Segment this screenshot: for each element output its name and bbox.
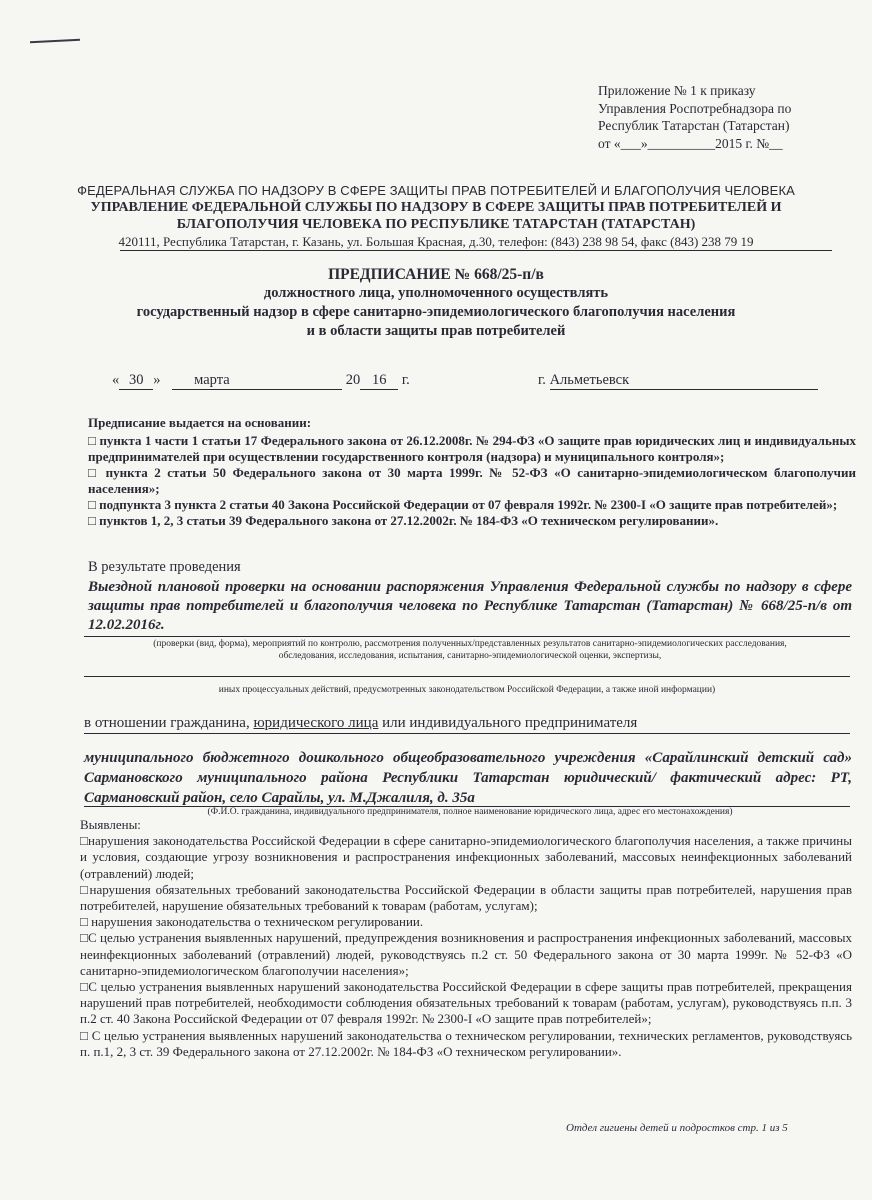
ground-item: □ пунктов 1, 2, 3 статьи 39 Федерального закона от 27.12.2002г. № 184-ФЗ «О техническом регулировании».	[88, 513, 719, 528]
department-line-1: УПРАВЛЕНИЕ ФЕДЕРАЛЬНОЙ СЛУЖБЫ ПО НАДЗОРУ В СФЕРЕ ЗАЩИТЫ ПРАВ ПОТРЕБИТЕЛЕЙ И	[90, 200, 782, 215]
ground-item: □ подпункта 3 пункта 2 статьи 40 Закона Российской Федерации от 07 февраля 1992г. № 2300-I «О защите прав потребителей»;	[88, 497, 838, 512]
date-year: 16	[360, 372, 398, 390]
year-prefix: 20	[345, 372, 361, 388]
findings-heading: Выявлены:	[80, 817, 141, 832]
year-unit: г.	[401, 372, 410, 388]
finding-item: □ нарушения законодательства о техническом регулировании.	[80, 914, 424, 930]
grounds-heading: Предписание выдается на основании:	[88, 415, 312, 430]
department-address: 420111, Республика Татарстан, г. Казань, ул. Большая Красная, д.30, телефон: (843) 238 98 54, факс (843) 238 79 19	[118, 234, 754, 249]
relation-underline	[84, 733, 850, 734]
department-line-2: БЛАГОПОЛУЧИЯ ЧЕЛОВЕКА ПО РЕСПУБЛИКЕ ТАТАРСТАН (ТАТАРСТАН)	[176, 217, 696, 232]
open-quote: «	[112, 372, 120, 388]
appendix-line-2: Управления Роспотребнадзора по	[598, 100, 792, 116]
appendix-line-3: Республик Татарстан (Татарстан)	[598, 118, 790, 133]
issue-date	[112, 372, 410, 390]
caption-rule	[84, 676, 850, 677]
appendix-note	[598, 82, 791, 152]
appendix-line-4: от «___»__________2015 г. №__	[598, 135, 783, 151]
finding-item: □ С целью устранения выявленных нарушений законодательства о техническом регулировании, технических регламентов, руководствуясь п. п.1, 2, 3 ст. 39 Федерального закона от 27.12.2002г. № 184-ФЗ «О техническом регулировании».	[80, 1027, 852, 1059]
title-line-3: государственный надзор в сфере санитарно-эпидемиологического благополучия населения	[136, 304, 736, 320]
title-line-2: должностного лица, уполномоченного осуществлять	[263, 285, 609, 301]
issue-city: Альметьевск	[550, 372, 818, 390]
title-line-4: и в области защиты прав потребителей	[306, 323, 566, 339]
relation-suffix: или индивидуального предпринимателя	[382, 715, 638, 731]
inspected-subject: муниципального бюджетного дошкольного общеобразовательного учреждения «Сарайлинский детский сад» Сармановского муниципального района Республики Татарстан юридический/ фактический адрес: РТ, Сармановский район, село Сарайлы, ул. М.Джалиля, д. 35а	[84, 750, 852, 806]
close-quote: »	[153, 372, 161, 388]
inspection-underline	[84, 636, 850, 637]
issue-place	[538, 372, 818, 390]
finding-item: □С целью устранения выявленных нарушений, предупреждения возникновения и распространения инфекционных заболеваний, массовых неинфекционных заболеваний (отравлений) людей, руководствуясь п.2 ст. 50 Федерального закона от 30 марта 1999г. № 52-ФЗ «О санитарно-эпидемиологическом благополучии населения»;	[80, 930, 852, 978]
city-prefix: г.	[538, 372, 546, 388]
inspection-caption-2: иных процессуальных действий, предусмотренных законодательством Российской Федерации, а также иной информации)	[218, 685, 716, 695]
finding-item: □нарушения законодательства Российской Федерации в сфере санитарно-эпидемиологического благополучия населения, а также причины и условия, создающие угрозу возникновения и распространения инфекционных заболеваний, массовых неинфекционных заболеваний (отравлений) людей;	[80, 833, 852, 881]
agency-name: ФЕДЕРАЛЬНАЯ СЛУЖБА ПО НАДЗОРУ В СФЕРЕ ЗАЩИТЫ ПРАВ ПОТРЕБИТЕЛЕЙ И БЛАГОПОЛУЧИЯ ЧЕЛОВЕКА	[77, 183, 795, 198]
subject-caption: (Ф.И.О. гражданина, индивидуального предпринимателя, полное наименование юридического лица, адрес его местонахождения)	[207, 807, 733, 817]
ground-item: □ пункта 2 статьи 50 Федерального закона от 30 марта 1999г. № 52-ФЗ «О санитарно-эпидемиологическом благополучии населения»;	[88, 465, 856, 496]
date-day: 30	[119, 372, 153, 390]
relation-line	[84, 715, 637, 732]
prescription-number: ПРЕДПИСАНИЕ № 668/25-п/в	[328, 266, 544, 283]
findings	[80, 817, 852, 1060]
inspection-description: Выездной плановой проверки на основании распоряжения Управления Федеральной службы по надзору в сфере защиты прав потребителей и благополучия человека по Республике Татарстан (Татарстан) № 668/25-п/в от 12.02.2016г.	[88, 579, 852, 633]
finding-item: □С целью устранения выявленных нарушений законодательства Российской Федерации в сфере защиты прав потребителей, прекращения нарушений прав потребителей, необходимости соблюдения обязательных требований к товарам (работам, услугам), руководствуясь п.п. 3 п.2 ст. 40 Закона Российской Федерации от 07 февраля 1992г. № 2300-I «О защите прав потребителей»;	[80, 979, 852, 1027]
header-divider	[120, 250, 832, 251]
department-name	[0, 199, 872, 233]
inspection-caption-1: (проверки (вид, форма), мероприятий по контролю, рассмотрения полученных/представленных результатов санитарно-эпидемиологических расследования, обследования, исследования, испытания, санитарно-эпидемиологической оценки, экспертизы,	[153, 639, 787, 661]
result-label: В результате проведения	[88, 559, 241, 575]
finding-item: □нарушения обязательных требований законодательства Российской Федерации в области защиты прав потребителей, нарушения прав потребителей, нарушение обязательных требований к товарам (работам, услугам);	[80, 881, 852, 914]
legal-grounds	[88, 415, 856, 529]
appendix-line-1: Приложение № 1 к приказу	[598, 83, 756, 98]
relation-selected: юридического лица	[253, 715, 379, 731]
document-title	[0, 265, 872, 341]
pen-mark	[30, 39, 80, 44]
date-month: марта	[172, 372, 342, 390]
relation-prefix: в отношении гражданина,	[84, 715, 250, 731]
page-footer: Отдел гигиены детей и подростков стр. 1 из 5	[566, 1122, 788, 1134]
ground-item: □ пункта 1 части 1 статьи 17 Федерального закона от 26.12.2008г. № 294-ФЗ «О защите прав юридических лиц и индивидуальных предпринимателей при осуществлении государственного контроля (надзора) и муниципального контроля»;	[88, 433, 856, 464]
